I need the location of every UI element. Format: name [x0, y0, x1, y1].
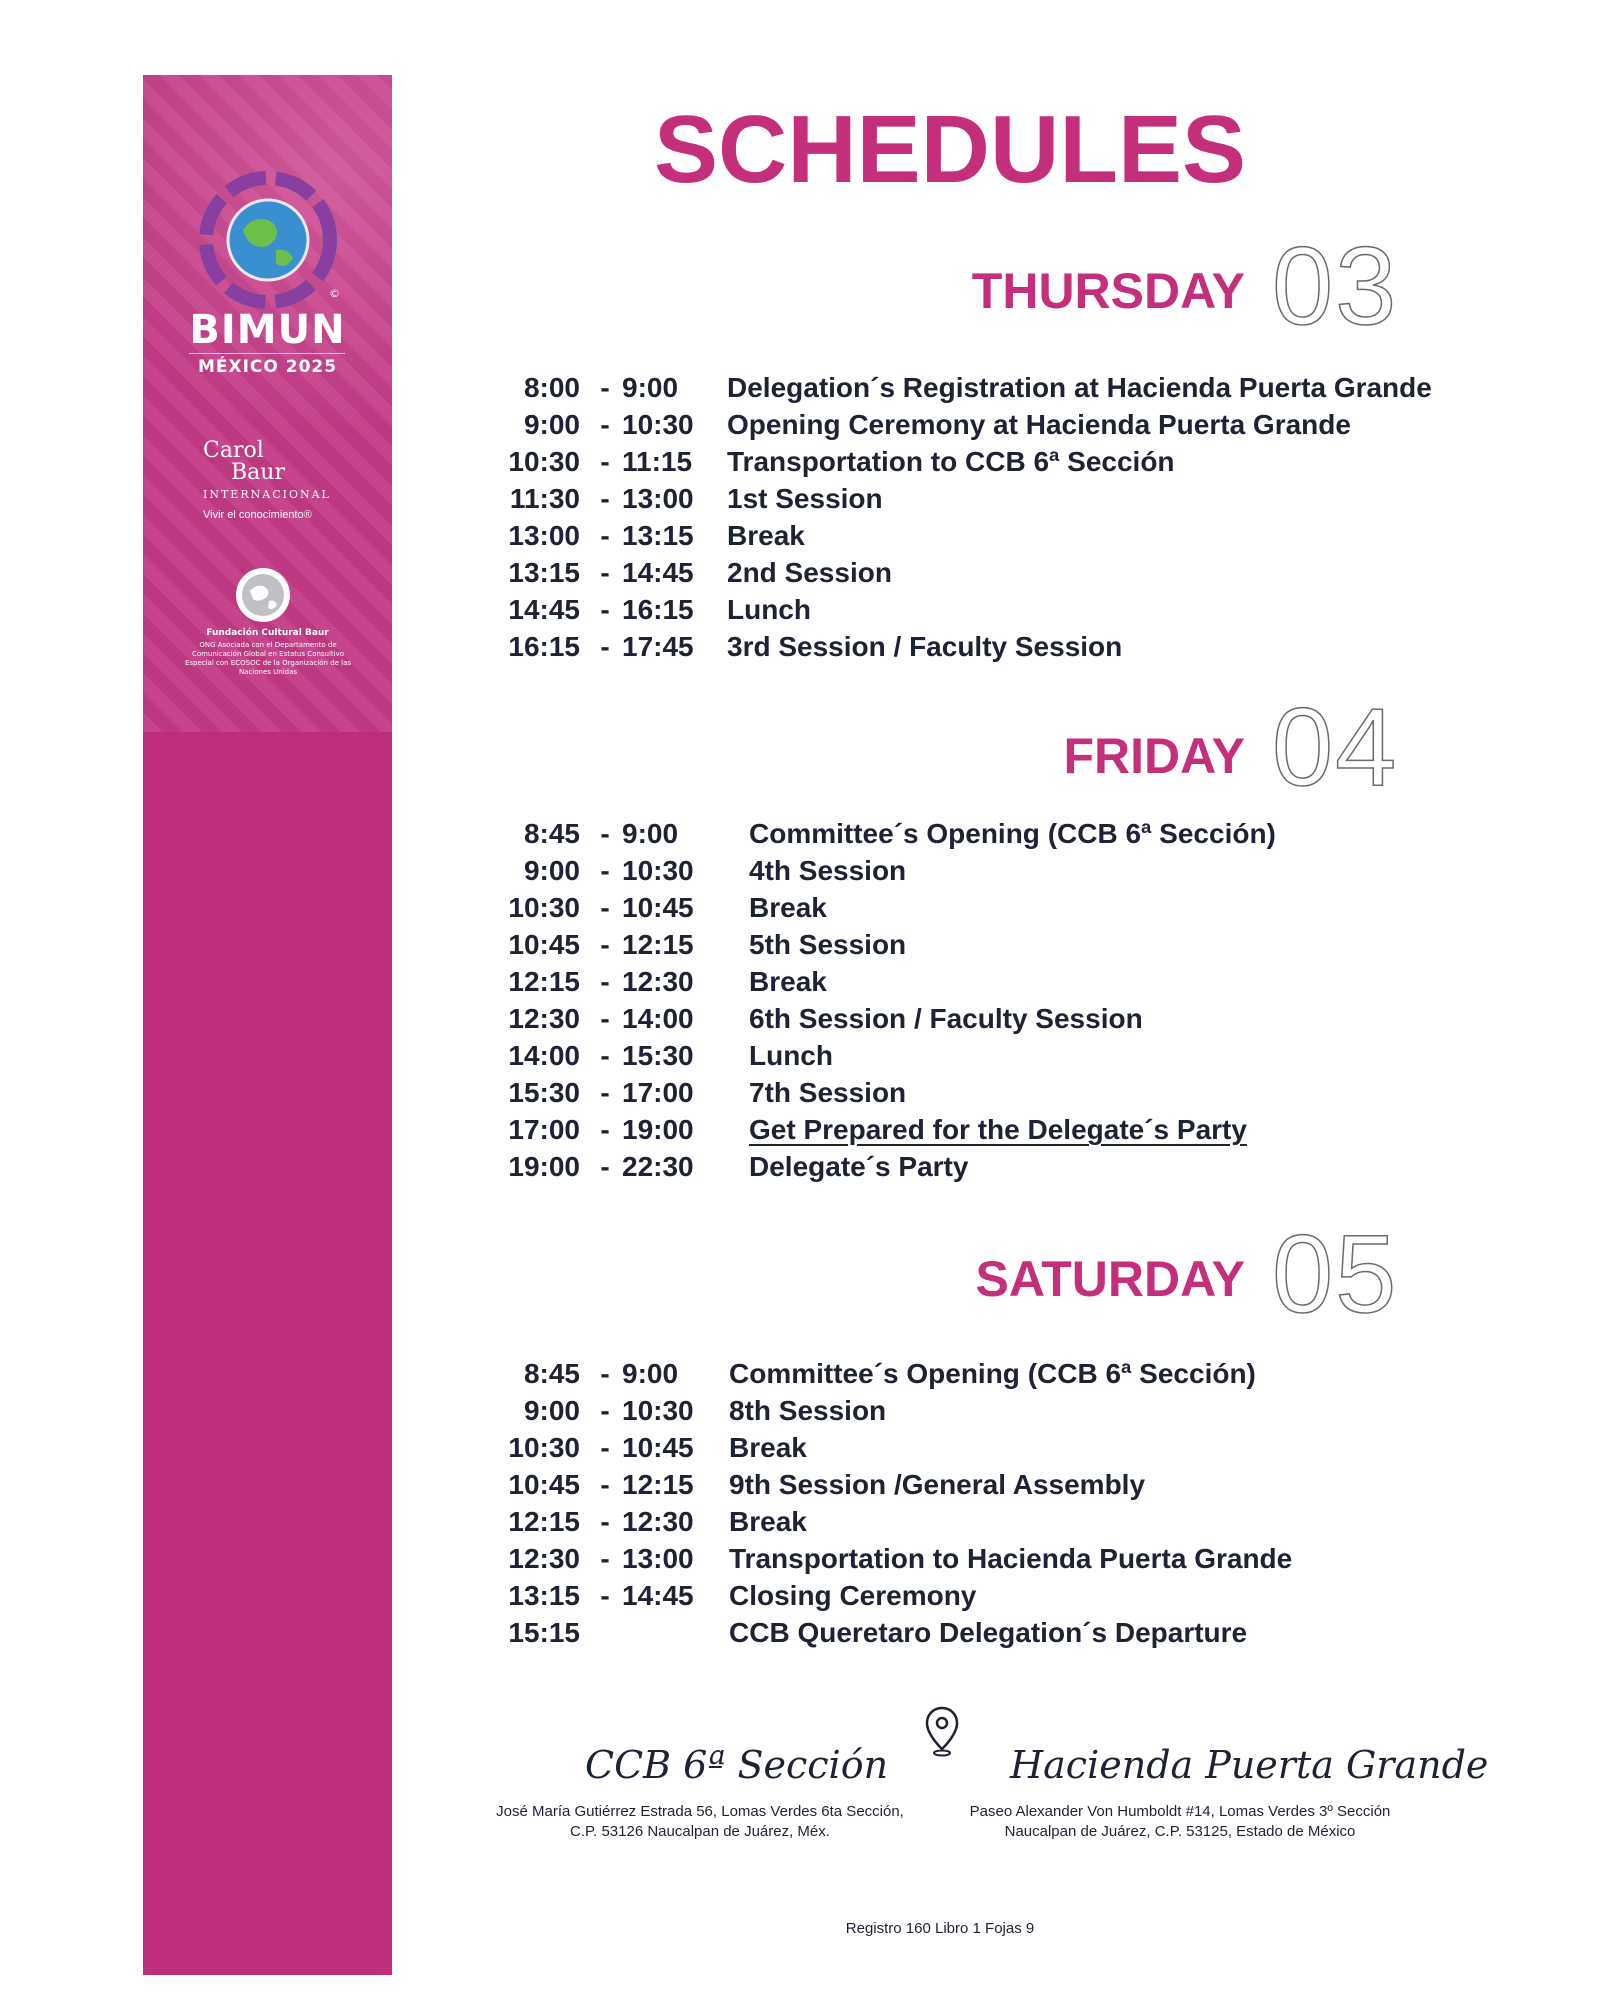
start-time: 15:15: [508, 1617, 580, 1648]
start-time: 10:30: [508, 892, 580, 923]
start-time: 9:00: [523, 1395, 580, 1426]
activity-name: Get Prepared for the Delegate´s Party: [749, 1114, 1247, 1145]
bimun-subtitle: MÉXICO 2025: [197, 357, 338, 377]
time-separator: -: [600, 1151, 610, 1182]
start-time: 9:00: [523, 409, 580, 440]
activity-name: Transportation to Hacienda Puerta Grande: [729, 1543, 1293, 1574]
baur-word: Baur: [231, 460, 285, 485]
time-separator: -: [600, 1003, 610, 1034]
time-separator: -: [600, 372, 610, 403]
bimun-name: BIMUN: [189, 307, 346, 353]
sidebar-branding-panel: [143, 75, 392, 732]
start-time: 12:15: [508, 966, 580, 997]
time-separator: -: [600, 1580, 610, 1611]
time-separator: -: [600, 929, 610, 960]
start-time: 10:30: [508, 446, 580, 477]
activity-name: 6th Session / Faculty Session: [749, 1003, 1143, 1034]
venue-ccb-address-line1: José María Gutiérrez Estrada 56, Lomas Verdes 6ta Sección,: [496, 1803, 904, 1820]
venue-hacienda-address-line2: Naucalpan de Juárez, C.P. 53125, Estado de México: [1004, 1823, 1356, 1840]
time-separator: -: [600, 409, 610, 440]
carol-baur-logo: [203, 440, 331, 521]
tagline: Vivir el conocimiento®: [203, 509, 312, 521]
start-time: 9:00: [523, 855, 580, 886]
activity-name: Committee´s Opening (CCB 6ª Sección): [729, 1358, 1256, 1389]
start-time: 13:15: [508, 1580, 580, 1611]
start-time: 15:30: [508, 1077, 580, 1108]
fundacion-name: Fundación Cultural Baur: [206, 628, 329, 638]
venue-hacienda-address: [940, 1802, 1420, 1842]
time-separator: -: [600, 1432, 610, 1463]
page-title: SCHEDULES: [653, 96, 1247, 203]
activity-name: Delegation´s Registration at Hacienda Puerta Grande: [727, 372, 1432, 403]
time-separator: -: [600, 1077, 610, 1108]
registration-note: Registro 160 Libro 1 Fojas 9: [845, 1920, 1035, 1937]
time-separator: -: [600, 1114, 610, 1145]
bimun-globe-logo: [188, 160, 348, 320]
time-separator: -: [600, 594, 610, 625]
day-label-thursday: THURSDAY: [971, 263, 1245, 319]
start-time: 19:00: [508, 1151, 580, 1182]
activity-name: Closing Ceremony: [729, 1580, 977, 1611]
time-separator: -: [600, 818, 610, 849]
activity-name: Break: [749, 892, 827, 923]
start-time: 14:45: [508, 594, 580, 625]
start-time: 17:00: [508, 1114, 580, 1145]
fundacion-globe-icon: [233, 565, 293, 625]
time-separator: -: [600, 520, 610, 551]
time-separator: -: [600, 446, 610, 477]
time-separator: -: [600, 855, 610, 886]
venue-ccb-address-line2: C.P. 53126 Naucalpan de Juárez, Méx.: [570, 1823, 830, 1840]
activity-name: Committee´s Opening (CCB 6ª Sección): [749, 818, 1276, 849]
start-time: 12:15: [508, 1506, 580, 1537]
day-number-saturday: 05: [1272, 1213, 1399, 1336]
carol-word: Carol: [203, 438, 264, 463]
time-separator: -: [600, 1506, 610, 1537]
start-time: 12:30: [508, 1003, 580, 1034]
start-time: 10:30: [508, 1432, 580, 1463]
start-time: 10:45: [508, 929, 580, 960]
activity-name: Break: [727, 520, 805, 551]
start-time: 12:30: [508, 1543, 580, 1574]
activity-name: 2nd Session: [727, 557, 892, 588]
sidebar-band: [143, 75, 392, 1975]
activity-name: 9th Session /General Assembly: [729, 1469, 1146, 1500]
start-time: 16:15: [508, 631, 580, 662]
activity-name: 1st Session: [727, 483, 883, 514]
start-time: 11:30: [509, 483, 580, 514]
day-label-friday: FRIDAY: [1063, 728, 1245, 784]
time-separator: -: [600, 1543, 610, 1574]
start-time: 8:45: [523, 1358, 580, 1389]
location-pin-icon: [924, 1705, 960, 1757]
time-separator: -: [600, 966, 610, 997]
start-time: 13:15: [508, 557, 580, 588]
copyright-symbol: ©: [329, 287, 340, 300]
start-time: 8:45: [523, 818, 580, 849]
activity-name: CCB Queretaro Delegation´s Departure: [729, 1617, 1248, 1648]
start-time: 8:00: [523, 372, 580, 403]
time-separator: -: [600, 631, 610, 662]
activity-name: Break: [729, 1432, 807, 1463]
activity-name: 7th Session: [749, 1077, 907, 1108]
venue-ccb-address: [480, 1802, 920, 1842]
day-number-thursday: 03: [1272, 225, 1399, 348]
time-separator: -: [600, 1395, 610, 1426]
activity-name: Lunch: [749, 1040, 833, 1071]
internacional-word: INTERNACIONAL: [203, 488, 331, 501]
activity-name: 8th Session: [729, 1395, 887, 1426]
time-separator: -: [600, 483, 610, 514]
time-separator: -: [600, 557, 610, 588]
activity-name: Break: [749, 966, 827, 997]
start-time: 14:00: [508, 1040, 580, 1071]
bimun-divider: [189, 353, 345, 354]
venue-hacienda-name: Hacienda Puerta Grande: [1010, 1743, 1489, 1787]
time-separator: -: [600, 892, 610, 923]
activity-name: 5th Session: [749, 929, 907, 960]
activity-name: Opening Ceremony at Hacienda Puerta Grande: [727, 409, 1351, 440]
start-time: 10:45: [508, 1469, 580, 1500]
time-separator: -: [600, 1358, 610, 1389]
activity-name: Transportation to CCB 6ª Sección: [727, 446, 1175, 477]
activity-name: 4th Session: [749, 855, 907, 886]
day-label-saturday: SATURDAY: [975, 1251, 1245, 1307]
activity-name: Delegate´s Party: [749, 1151, 969, 1182]
venue-hacienda-address-line1: Paseo Alexander Von Humboldt #14, Lomas Verdes 3º Sección: [969, 1803, 1391, 1820]
activity-name: Lunch: [727, 594, 811, 625]
time-separator: -: [600, 1040, 610, 1071]
day-number-friday: 04: [1272, 686, 1399, 809]
time-separator: -: [600, 1469, 610, 1500]
activity-name: 3rd Session / Faculty Session: [727, 631, 1123, 662]
venue-ccb-name: CCB 6ª Sección: [585, 1743, 889, 1787]
fundacion-description: ONG Asociada con el Departamento de Comunicación Global en Estatus Consultivo Especial con ECOSOC de la Organización de las Naciones Unidas: [184, 641, 352, 676]
start-time: 13:00: [508, 520, 580, 551]
activity-name: Break: [729, 1506, 807, 1537]
